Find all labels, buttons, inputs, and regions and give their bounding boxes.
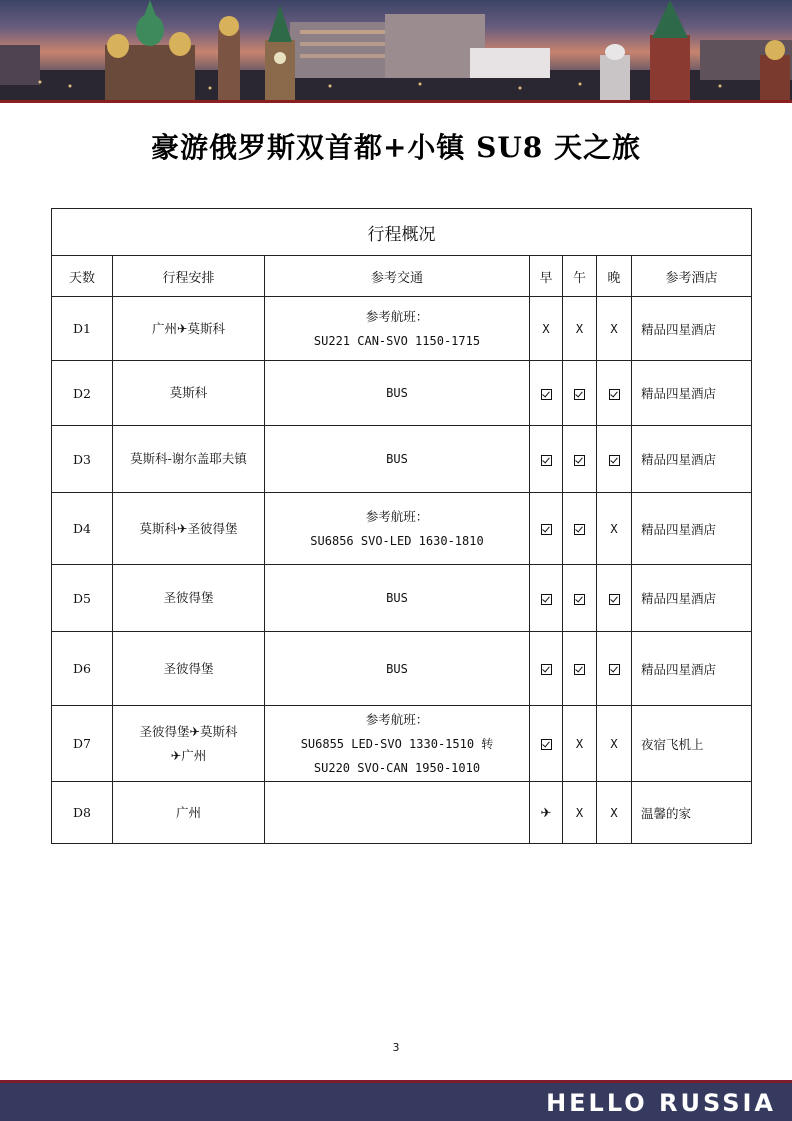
hotel-cell: 精品四星酒店 (632, 361, 752, 426)
transport-line: BUS (386, 452, 408, 466)
transport-line: BUS (386, 591, 408, 605)
breakfast-cell (530, 782, 563, 844)
checkbox-checked-icon (541, 594, 552, 605)
dinner-cell (597, 426, 632, 493)
schedule-cell (113, 632, 265, 706)
schedule-line: 莫斯科 (169, 385, 208, 400)
dinner-cell (597, 782, 632, 844)
transport-cell (265, 361, 530, 426)
transport-cell (265, 297, 530, 361)
schedule-line: 广州✈莫斯科 (152, 320, 225, 336)
transport-cell (265, 632, 530, 706)
transport-line: 参考航班： (365, 711, 429, 727)
header-hotel: 参考酒店 (632, 256, 752, 297)
lunch-cell (563, 706, 597, 782)
hotel-cell: 夜宿飞机上 (632, 706, 752, 782)
header-banner-cityscape (0, 0, 792, 103)
checkbox-checked-icon (609, 594, 620, 605)
lunch-cell (563, 493, 597, 565)
document-title: 豪游俄罗斯双首都+小镇 SU8 天之旅 (150, 131, 642, 164)
checkbox-checked-icon (541, 524, 552, 535)
hotel-cell: 精品四星酒店 (632, 297, 752, 361)
hotel-cell: 精品四星酒店 (632, 426, 752, 493)
footer-bar (0, 1080, 792, 1121)
itinerary-body (52, 297, 752, 844)
transport-line: 参考航班： (365, 308, 429, 324)
dinner-cell (597, 361, 632, 426)
meal-excluded-mark: X (610, 522, 618, 536)
meal-excluded-mark: X (575, 737, 584, 751)
meal-excluded-mark: X (610, 806, 618, 820)
schedule-line: 圣彼得堡 (163, 660, 214, 676)
day-cell: D6 (52, 632, 113, 706)
schedule-line: ✈广州 (170, 747, 207, 763)
dinner-cell (597, 632, 632, 706)
day-cell: D3 (52, 426, 113, 493)
lunch-cell (563, 426, 597, 493)
breakfast-cell (530, 565, 563, 632)
checkbox-checked-icon (574, 664, 585, 675)
schedule-line: 圣彼得堡 (163, 590, 214, 605)
transport-line: SU220 SVO-CAN 1950-1010 (313, 760, 481, 775)
checkbox-checked-icon (609, 455, 620, 466)
day-cell: D4 (52, 493, 113, 565)
transport-line: BUS (386, 661, 408, 676)
schedule-line: 圣彼得堡✈莫斯科 (139, 723, 238, 739)
header-schedule: 行程安排 (113, 256, 265, 297)
checkbox-checked-icon (609, 664, 620, 675)
meal-excluded-mark: X (575, 806, 584, 820)
dinner-cell (597, 565, 632, 632)
schedule-cell (113, 426, 265, 493)
schedule-line: 莫斯科-谢尔盖耶夫镇 (130, 451, 247, 466)
breakfast-cell (530, 493, 563, 565)
hotel-cell: 精品四星酒店 (632, 632, 752, 706)
header-transport: 参考交通 (265, 256, 530, 297)
page-number: 3 (392, 1041, 400, 1054)
schedule-cell (113, 297, 265, 361)
table-row (52, 426, 752, 493)
meal-excluded-mark: X (575, 322, 584, 336)
checkbox-checked-icon (574, 389, 585, 400)
lunch-cell (563, 565, 597, 632)
table-row (52, 706, 752, 782)
header-dinner: 晚 (597, 256, 632, 297)
schedule-cell (113, 361, 265, 426)
breakfast-cell (530, 632, 563, 706)
schedule-line: 广州 (175, 804, 201, 820)
transport-line: SU221 CAN-SVO 1150-1715 (313, 333, 481, 348)
airplane-icon: ✈ (540, 805, 552, 821)
checkbox-checked-icon (574, 455, 585, 466)
breakfast-cell (530, 706, 563, 782)
footer-brand: HELLO RUSSIA (546, 1089, 776, 1117)
breakfast-cell (530, 426, 563, 493)
checkbox-checked-icon (609, 389, 620, 400)
schedule-cell (113, 493, 265, 565)
table-row (52, 565, 752, 632)
table-caption-row (52, 209, 752, 256)
hotel-cell: 精品四星酒店 (632, 493, 752, 565)
dinner-cell (597, 706, 632, 782)
meal-excluded-mark: X (610, 737, 618, 751)
transport-cell (265, 706, 530, 782)
dinner-cell (597, 493, 632, 565)
meal-excluded-mark: X (610, 322, 618, 336)
meal-excluded-mark: X (542, 322, 550, 336)
itinerary-table (51, 208, 752, 844)
hotel-cell: 精品四星酒店 (632, 565, 752, 632)
checkbox-checked-icon (574, 524, 585, 535)
header-lunch: 午 (563, 256, 597, 297)
table-row (52, 632, 752, 706)
schedule-cell (113, 565, 265, 632)
table-row (52, 782, 752, 844)
transport-cell (265, 493, 530, 565)
checkbox-checked-icon (541, 664, 552, 675)
transport-line: BUS (386, 386, 408, 400)
transport-line: SU6855 LED-SVO 1330-1510 转 (300, 736, 494, 751)
table-row (52, 493, 752, 565)
transport-cell (265, 426, 530, 493)
day-cell: D5 (52, 565, 113, 632)
breakfast-cell (530, 297, 563, 361)
checkbox-checked-icon (541, 455, 552, 466)
checkbox-checked-icon (574, 594, 585, 605)
checkbox-checked-icon (541, 739, 552, 750)
table-row (52, 361, 752, 426)
transport-line: 参考航班： (365, 508, 429, 524)
day-cell: D8 (52, 782, 113, 844)
hotel-cell: 温馨的家 (632, 782, 752, 844)
checkbox-checked-icon (541, 389, 552, 400)
day-cell: D1 (52, 297, 113, 361)
dinner-cell (597, 297, 632, 361)
schedule-line: 莫斯科✈圣彼得堡 (139, 520, 238, 536)
transport-cell (265, 565, 530, 632)
breakfast-cell (530, 361, 563, 426)
header-day: 天数 (52, 256, 113, 297)
lunch-cell (563, 361, 597, 426)
transport-line: SU6856 SVO-LED 1630-1810 (310, 533, 484, 548)
transport-cell (265, 782, 530, 844)
header-breakfast: 早 (530, 256, 563, 297)
cityscape-illustration (0, 0, 792, 100)
lunch-cell (563, 297, 597, 361)
day-cell: D2 (52, 361, 113, 426)
schedule-cell (113, 782, 265, 844)
day-cell: D7 (52, 706, 113, 782)
lunch-cell (563, 782, 597, 844)
schedule-cell (113, 706, 265, 782)
table-header-row (52, 256, 752, 297)
lunch-cell (563, 632, 597, 706)
table-caption: 行程概况 (52, 209, 752, 256)
table-row (52, 297, 752, 361)
